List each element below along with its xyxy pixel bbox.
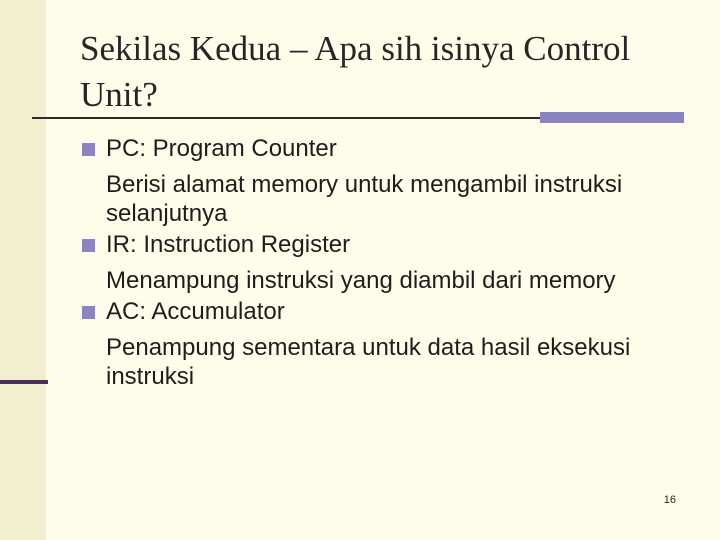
bullet-description: Menampung instruksi yang diambil dari memory <box>106 267 616 294</box>
bullet-label: AC: Accumulator <box>106 298 285 325</box>
bullet-list <box>78 134 698 393</box>
bullet-description: Berisi alamat memory untuk mengambil instruksi selanjutnya <box>106 171 623 227</box>
slide-title: Sekilas Kedua – Apa sih isinya Control Unit? <box>80 29 631 114</box>
left-accent-bar <box>0 380 48 384</box>
list-item-ir <box>78 230 698 295</box>
list-item-pc <box>78 134 698 228</box>
bullet-label: PC: Program Counter <box>106 135 337 162</box>
left-decorative-band <box>0 0 46 540</box>
list-item-ac <box>78 297 698 391</box>
square-bullet-icon <box>82 239 95 252</box>
bullet-label: IR: Instruction Register <box>106 231 351 258</box>
slide-number: 16 <box>663 494 676 506</box>
square-bullet-icon <box>82 306 95 319</box>
square-bullet-icon <box>82 143 95 156</box>
bullet-description: Penampung sementara untuk data hasil eksekusi instruksi <box>106 334 631 390</box>
title-divider-accent <box>540 112 684 123</box>
